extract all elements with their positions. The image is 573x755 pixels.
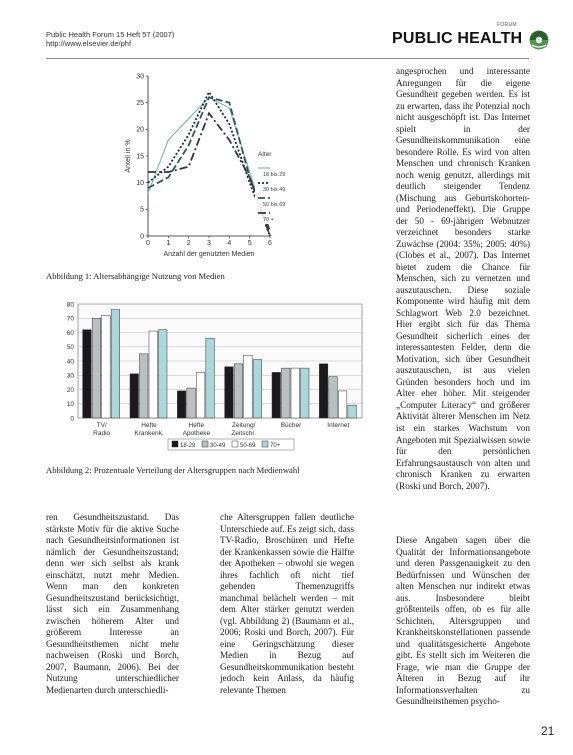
x-tick-label: 0 (146, 240, 150, 247)
x-tick-label: 2 (186, 240, 191, 247)
figure1-line-chart (118, 70, 298, 265)
y-tick-label: 30 (136, 73, 144, 81)
bar-50-69-6 (338, 391, 347, 418)
y-tick-label: 80 (66, 301, 74, 309)
y-tick-label: 20 (136, 126, 144, 134)
legend-label-2: 30-49 (210, 443, 226, 449)
header-rule (46, 58, 529, 59)
series-line-1 (148, 97, 270, 236)
series-line-4 (148, 113, 270, 236)
bar-50-69-1 (102, 315, 111, 418)
brand-small: FORUM (497, 22, 517, 28)
category-label: Apotheke (182, 430, 211, 437)
bar-50-69-4 (244, 355, 253, 418)
legend-title: Alter (258, 151, 272, 158)
x-tick-label: 3 (207, 240, 211, 247)
right-column-bottom (396, 535, 530, 708)
bar-30-49-2 (140, 354, 149, 418)
bar-18-29-5 (272, 372, 281, 418)
legend-label-3: 50 bis 69 (263, 202, 286, 208)
y-tick-label: 70 (66, 315, 74, 323)
y-tick-label: 5 (140, 206, 144, 214)
figure2-bar-chart (52, 298, 366, 458)
x-axis-label: Anzahl der genutzten Medien (163, 251, 255, 258)
legend-label-3: 50-69 (240, 443, 256, 449)
category-label: Radio (93, 430, 111, 437)
category-label: TV/ (96, 422, 107, 429)
series-line-3 (148, 97, 270, 230)
legend-swatch-2 (202, 441, 208, 447)
page-number: 21 (541, 724, 555, 738)
bar-70+-1 (111, 310, 120, 418)
bar-70+-5 (301, 368, 310, 418)
bar-18-29-1 (83, 330, 92, 418)
y-tick-label: 10 (66, 401, 74, 409)
bar-50-69-5 (291, 368, 300, 418)
right-column-top-text: angesprochen und interessante Anregungen für die eigene Gesundheit gegeben werden. Es ist zu erwarten, dass ihr Potenzial noch nicht ausgeschöpft ist. Das Internet spielt in der Gesundheitskommunikation eine besondere Rolle. Es wird von alten Menschen und chronisch Kranken noch wenig genutzt, allerdings mit deutlich steigender Tendenz (Mischung aus Geburtskohorten- und Periodeneffekt). Die Gruppe der 50 - 69-jährigen Webnutzer verzeichnet besonders starke Zuwächse (2004: 35%; 2005: 40%) (Clobes et al., 2007). Das Internet bietet zudem die Chance für Menschen, sich zu vernetzen und auszutauschen. Diese soziale Komponente wird häufig mit dem Schlagwort Web 2.0 bezeichnet. Hier ergibt sich für das Thema Gesundheit sicherlich eines der interessantesten Felder, denn die Motivation, sich über Gesundheit auszutauschen, ist aus vielen Gründen besonders hoch und im Alter eher höher. Mit steigender „Computer Literacy“ und größerer Aktivität älterer Menschen im Netz ist ein starkes Wachstum von Angeboten mit Spezialwissen sowie für den persönlichen Erfahrungsaustausch von alten und chronisch Kranken zu erwarten (Roski und Borch, 2007). (396, 66, 530, 491)
category-label: Hefte (188, 422, 205, 429)
legend-label-2: 30 bis 49 (263, 187, 286, 193)
middle-column (220, 512, 354, 696)
bar-18-29-4 (225, 367, 234, 418)
figure1-caption: Abbildung 1: Altersabhängige Nutzung von Medien (46, 271, 225, 281)
y-tick-label: 0 (140, 233, 144, 241)
journal-info (46, 30, 174, 48)
bar-18-29-6 (319, 364, 328, 418)
journal-url: http://www.elsevier.de/phf (46, 39, 132, 48)
category-label: Zeitschr. (231, 430, 256, 437)
category-label: Hefte (141, 422, 157, 429)
x-tick-label: 1 (166, 240, 171, 247)
bar-70+-6 (348, 405, 357, 418)
bar-70+-4 (253, 360, 262, 418)
legend-label-1: 18 bis 29 (263, 172, 286, 178)
legend-label-1: 18-29 (180, 443, 196, 449)
bar-18-29-2 (130, 374, 139, 418)
x-tick-label: 6 (268, 240, 272, 247)
journal-line: Public Health Forum 15 Heft 57 (2007) (46, 30, 175, 39)
bar-70+-3 (206, 338, 215, 418)
legend-swatch-3 (232, 441, 238, 447)
left-column (46, 512, 179, 696)
legend-swatch-4 (262, 441, 268, 447)
legend-label-4: 70+ (270, 443, 281, 449)
bar-70+-2 (159, 330, 168, 418)
bar-30-49-1 (92, 318, 101, 418)
y-tick-label: 10 (136, 180, 144, 188)
category-label: Bücher (280, 422, 302, 429)
middle-column-text: che Altersgruppen fallen deutliche Unterschiede auf. Es zeigt sich, dass TV-Radio, Broschüren und Hefte der Krankenkassen sowie die Hälfte der Apotheken – obwohl sie wegen ihres fachlich oft nicht tief gehenden Themenzugriffs manchmal belächelt werden – mit dem Alter stärker genutzt werden (vgl. Abbildung 2) (Baumann et al., 2006; Roski und Borch, 2007). Für eine Geringschätzung dieser Medien in Bezug auf Gesundheitskommunikation besteht jedoch kein Anlass, da häufig relevante Themen (220, 512, 354, 695)
brand-title: PUBLIC HEALTH (392, 30, 523, 47)
bar-50-69-3 (196, 372, 205, 418)
bar-18-29-3 (177, 391, 186, 418)
legend-swatch-1 (172, 441, 178, 447)
y-axis-label: Anteil in % (125, 139, 132, 173)
globe-logo-icon (528, 29, 550, 51)
y-tick-label: 60 (66, 329, 74, 337)
left-column-text: ren Gesundheitszustand. Das stärkste Motiv für die aktive Suche nach Gesundheitsinformationen ist nämlich der Gesundheitszustand; denn wer sich selbst als krank einschätzt, nutzt mehr Medien. Wenn man den konkreten Gesundheitszustand berücksichtigt, lässt sich ein Zusammenhang zwischen höherem Alter und größerem Interesse an Gesundheitsthemen nicht mehr nachweisen (Roski und Borch, 2007, Baumann, 2006). Bei der Nutzung unterschiedlicher Medienarten durch unterschiedli- (46, 512, 179, 695)
category-label: Zeitung/ (231, 422, 256, 429)
y-tick-label: 0 (70, 415, 74, 423)
y-tick-label: 50 (66, 344, 74, 352)
y-tick-label: 30 (66, 372, 74, 380)
legend-label-4: 70 + (263, 217, 274, 223)
bar-30-49-6 (329, 377, 338, 418)
bar-30-49-3 (187, 388, 196, 418)
bar-30-49-5 (282, 368, 291, 418)
right-column-top (396, 66, 530, 492)
bar-30-49-4 (234, 364, 243, 418)
y-tick-label: 25 (136, 100, 144, 108)
category-label: Internet (327, 422, 350, 429)
x-tick-label: 5 (247, 240, 252, 247)
y-tick-label: 15 (136, 153, 144, 161)
right-column-bottom-text: Diese Angaben sagen über die Qualität der Informationsangebote und deren Passgenauigkeit zu den Bedürfnissen und Wünschen der alten Menschen nur indirekt etwas aus. Insbesondere bleibt größtenteils offen, ob es für alle Schichten, Altersgruppen und Krankheitskonstellationen passende und qualitätsgesicherte Angebote gibt. Es stellt sich im Weiteren die Frage, wie man die Gruppe der Älteren in Bezug auf ihr Informationsverhalten zu Gesundheitsthemen psycho- (396, 535, 530, 707)
bar-50-69-2 (149, 331, 158, 418)
y-tick-label: 20 (66, 386, 74, 394)
x-tick-label: 4 (227, 240, 232, 247)
y-tick-label: 40 (66, 358, 74, 366)
figure2-caption: Abbildung 2: Prozentuale Verteilung der Altersgruppen nach Medienwahl (46, 465, 300, 475)
category-label: Krankenk. (134, 430, 164, 437)
